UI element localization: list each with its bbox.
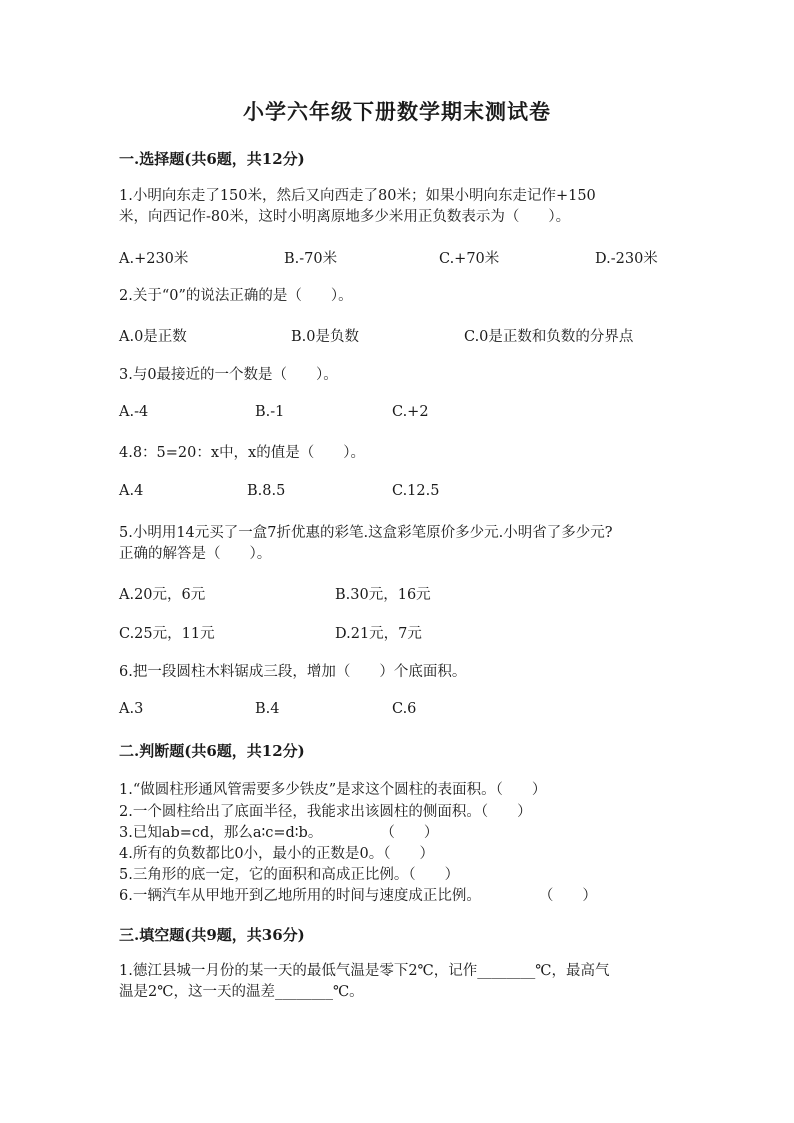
question-1-line-1: 1.小明向东走了150米，然后又向西走了80米；如果小明向东走记作+150 xyxy=(119,188,596,204)
option-c: C.+70米 xyxy=(439,251,500,267)
question-1 xyxy=(119,186,679,228)
option-b: B.-70米 xyxy=(284,251,338,267)
question-5 xyxy=(119,523,679,565)
option-a: A.0是正数 xyxy=(119,329,187,345)
section-heading-choice: 一.选择题(共6题，共12分) xyxy=(119,150,305,168)
question-2: 2.关于“0”的说法正确的是（ ）。 xyxy=(119,288,353,304)
page-title: 小学六年级下册数学期末测试卷 xyxy=(243,99,551,124)
option-b: B.30元，16元 xyxy=(335,587,431,603)
option-a: A.+230米 xyxy=(119,251,189,267)
option-b: B.4 xyxy=(255,701,280,717)
option-b: B.8.5 xyxy=(247,483,286,499)
option-c: C.6 xyxy=(392,701,417,717)
question-6: 6.把一段圆柱木料锯成三段，增加（ ）个底面积。 xyxy=(119,664,467,680)
option-d: D.21元，7元 xyxy=(335,626,422,642)
section-heading-judgement: 二.判断题(共6题，共12分) xyxy=(119,742,305,760)
option-a: A.4 xyxy=(119,483,144,499)
fill-question-1-line-1: 1.德江县城一月份的某一天的最低气温是零下2℃，记作________℃，最高气 xyxy=(119,963,610,979)
question-5-line-1: 5.小明用14元买了一盒7折优惠的彩笔.这盒彩笔原价多少元.小明省了多少元? xyxy=(119,525,613,541)
option-c: C.0是正数和负数的分界点 xyxy=(464,329,634,345)
judgement-item: 6.一辆汽车从甲地开到乙地所用的时间与速度成正比例。 （ ） xyxy=(119,888,597,904)
fill-question-1-line-2: 温是2℃，这一天的温差________℃。 xyxy=(119,984,364,1000)
judgement-item: 5.三角形的底一定，它的面积和高成正比例。（ ） xyxy=(119,867,460,883)
option-b: B.0是负数 xyxy=(291,329,359,345)
judgement-item: 4.所有的负数都比0小，最小的正数是0。（ ） xyxy=(119,846,435,862)
fill-question-1 xyxy=(119,961,679,1003)
option-c: C.12.5 xyxy=(392,483,440,499)
question-1-line-2: 米，向西记作-80米，这时小明离原地多少米用正负数表示为（ ）。 xyxy=(119,209,571,225)
judgement-item: 2.一个圆柱给出了底面半径，我能求出该圆柱的侧面积。（ ） xyxy=(119,804,532,820)
question-3: 3.与0最接近的一个数是（ ）。 xyxy=(119,367,338,383)
question-5-line-2: 正确的解答是（ ）。 xyxy=(119,546,272,562)
option-a: A.-4 xyxy=(119,404,149,420)
option-a: A.3 xyxy=(119,701,144,717)
option-a: A.20元，6元 xyxy=(119,587,206,603)
option-b: B.-1 xyxy=(255,404,285,420)
question-4: 4.8：5=20：x中，x的值是（ ）。 xyxy=(119,445,365,461)
option-c: C.25元，11元 xyxy=(119,626,215,642)
judgement-item: 1.“做圆柱形通风管需要多少铁皮”是求这个圆柱的表面积。（ ） xyxy=(119,782,547,798)
option-c: C.+2 xyxy=(392,404,429,420)
judgement-item: 3.已知ab=cd，那么a∶c=d∶b。 （ ） xyxy=(119,825,439,841)
section-heading-fill-blank: 三.填空题(共9题，共36分) xyxy=(119,926,305,944)
option-d: D.-230米 xyxy=(595,251,658,267)
